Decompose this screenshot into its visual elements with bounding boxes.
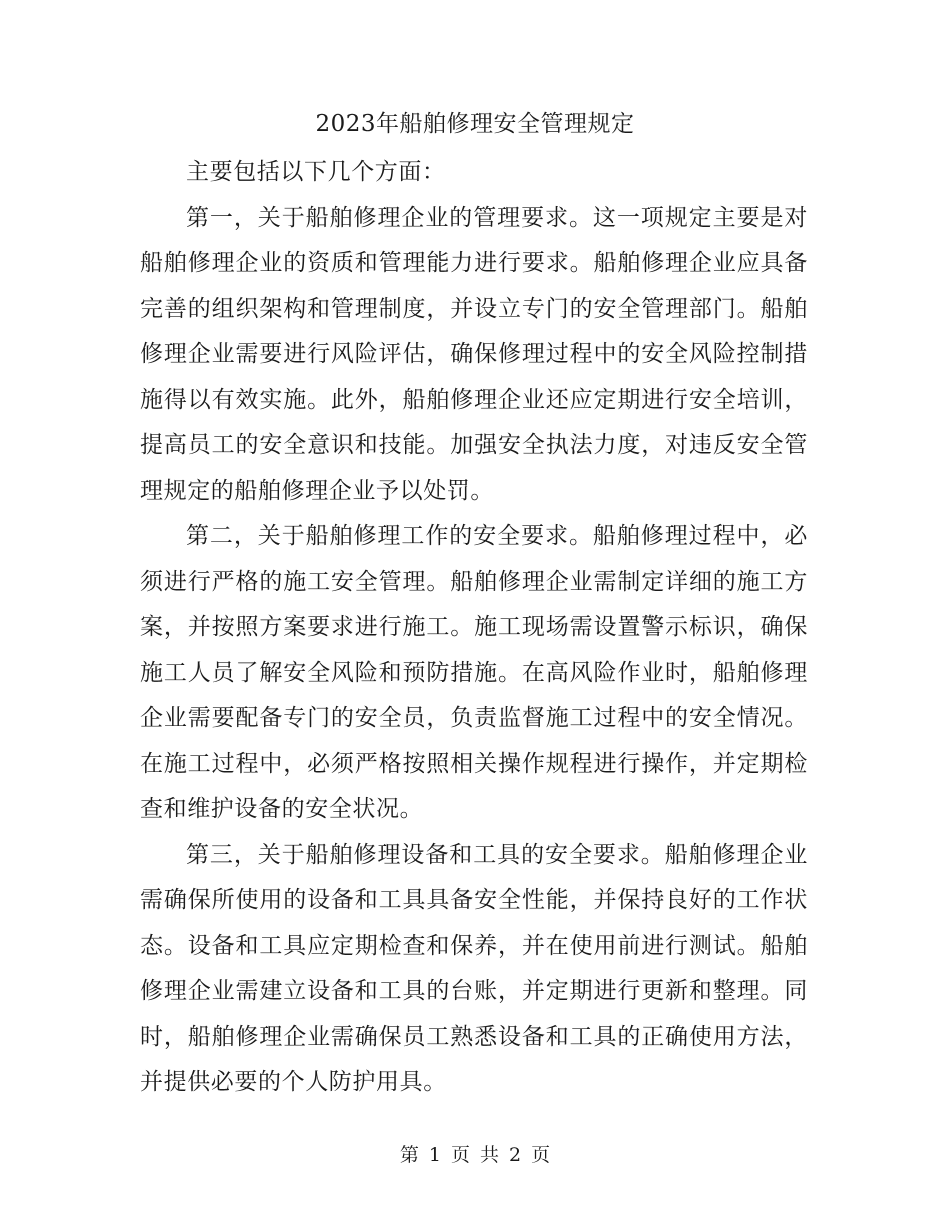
paragraph-second: 第二，关于船舶修理工作的安全要求。船舶修理过程中，必须进行严格的施工安全管理。船舶修理企业需制定详细的施工方案，并按照方案要求进行施工。施工现场需设置警示标识，确保施工人员了解安全风险和预防措施。在高风险作业时，船舶修理企业需要配备专门的安全员，负责监督施工过程中的安全情况。在施工过程中，必须严格按照相关操作规程进行操作，并定期检查和维护设备的安全状况。: [140, 523, 808, 822]
paragraph-intro: 主要包括以下几个方面：: [186, 159, 446, 185]
paragraph-third: 第三，关于船舶修理设备和工具的安全要求。船舶修理企业需确保所使用的设备和工具具备安全性能，并保持良好的工作状态。设备和工具应定期检查和保养，并在使用前进行测试。船舶修理企业需建立设备和工具的台账，并定期进行更新和整理。同时，船舶修理企业需确保员工熟悉设备和工具的正确使用方法，并提供必要的个人防护用具。: [140, 841, 808, 1095]
document-title: 2023年船舶修理安全管理规定: [315, 111, 635, 137]
page-number-footer: 第 1 页 共 2 页: [399, 1144, 551, 1166]
paragraph-first: 第一，关于船舶修理企业的管理要求。这一项规定主要是对船舶修理企业的资质和管理能力进行要求。船舶修理企业应具备完善的组织架构和管理制度，并设立专门的安全管理部门。船舶修理企业需要进行风险评估，确保修理过程中的安全风险控制措施得以有效实施。此外，船舶修理企业还应定期进行安全培训，提高员工的安全意识和技能。加强安全执法力度，对违反安全管理规定的船舶修理企业予以处罚。: [140, 204, 808, 504]
document-body: [140, 150, 808, 1106]
